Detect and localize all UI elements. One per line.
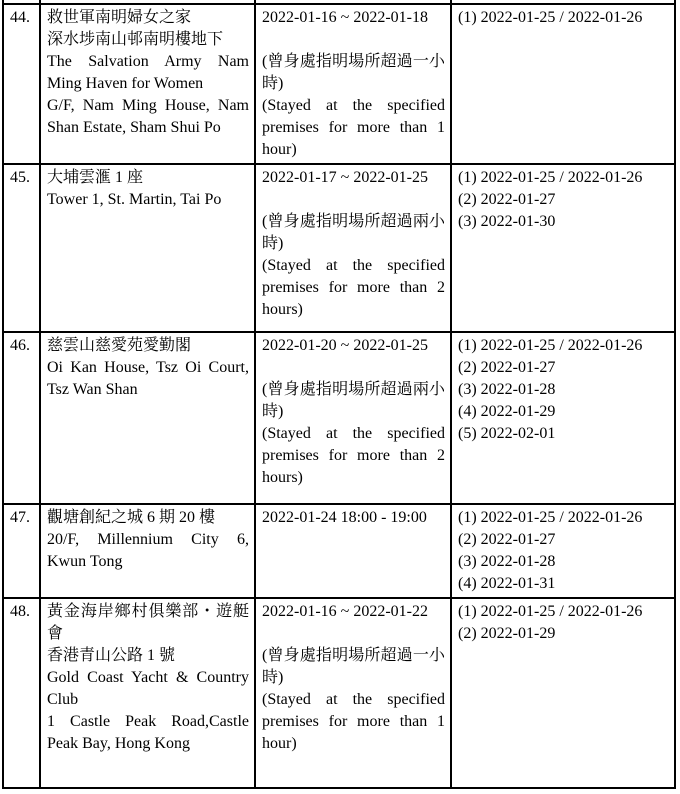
table-row	[3, 164, 675, 332]
compulsory-testing-table	[2, 0, 676, 789]
location-cell	[40, 332, 255, 504]
location-line: G/F, Nam Ming House, Nam Shan Estate, Sham Shui Po	[47, 97, 249, 136]
period-cell	[255, 4, 451, 164]
test-date-line: (1) 2022-01-25 / 2022-01-26	[458, 9, 643, 26]
blank-line	[262, 623, 445, 645]
location-cell	[40, 4, 255, 164]
period-date: 2022-01-16 ~ 2022-01-18	[262, 9, 428, 26]
test-date-line: (1) 2022-01-25 / 2022-01-26	[458, 337, 643, 354]
test-dates-cell	[451, 504, 675, 598]
test-date-line: (5) 2022-02-01	[458, 425, 556, 442]
test-date-line: (2) 2022-01-27	[458, 359, 556, 376]
stay-note-english: (Stayed at the specified premises for more than 1 hour)	[262, 97, 445, 158]
test-dates-cell	[451, 4, 675, 164]
location-line: 20/F, Millennium City 6, Kwun Tong	[47, 531, 249, 570]
location-line: Gold Coast Yacht & Country Club	[47, 669, 249, 708]
row-number: 45.	[10, 169, 30, 186]
location-line: The Salvation Army Nam Ming Haven for Women	[47, 53, 249, 92]
location-cell	[40, 164, 255, 332]
stay-note-english: (Stayed at the specified premises for more than 2 hours)	[262, 425, 445, 486]
stay-note-chinese: (曾身處指明場所超過一小時)	[262, 53, 445, 92]
period-cell	[255, 504, 451, 598]
stay-note-english: (Stayed at the specified premises for more than 1 hour)	[262, 691, 445, 752]
test-date-line: (3) 2022-01-28	[458, 553, 556, 570]
location-line: 救世軍南明婦女之家	[47, 9, 192, 26]
blank-line	[262, 357, 445, 379]
blank-line	[262, 29, 445, 51]
test-date-line: (1) 2022-01-25 / 2022-01-26	[458, 169, 643, 186]
period-date: 2022-01-24 18:00 - 19:00	[262, 509, 427, 526]
period-cell	[255, 164, 451, 332]
test-date-line: (1) 2022-01-25 / 2022-01-26	[458, 509, 643, 526]
location-line: 慈雲山慈愛苑愛勤閣	[47, 337, 192, 354]
location-line: 觀塘創紀之城 6 期 20 樓	[47, 509, 216, 526]
test-date-line: (4) 2022-01-31	[458, 575, 556, 592]
location-line: Oi Kan House, Tsz Oi Court, Tsz Wan Shan	[47, 359, 249, 398]
row-number-cell	[3, 164, 40, 332]
stay-note-chinese: (曾身處指明場所超過兩小時)	[262, 381, 445, 420]
location-line: 1 Castle Peak Road,Castle Peak Bay, Hong Kong	[47, 713, 249, 752]
table-row	[3, 4, 675, 164]
table-row	[3, 598, 675, 788]
table-row	[3, 332, 675, 504]
stay-note-english: (Stayed at the specified premises for more than 2 hours)	[262, 257, 445, 318]
row-number: 48.	[10, 603, 30, 620]
period-cell	[255, 332, 451, 504]
location-cell	[40, 598, 255, 788]
location-line: 大埔雲滙 1 座	[47, 169, 144, 186]
test-date-line: (3) 2022-01-28	[458, 381, 556, 398]
test-dates-cell	[451, 164, 675, 332]
test-date-line: (3) 2022-01-30	[458, 213, 556, 230]
row-number-cell	[3, 332, 40, 504]
period-cell	[255, 598, 451, 788]
row-number-cell	[3, 598, 40, 788]
test-date-line: (2) 2022-01-27	[458, 531, 556, 548]
row-number: 44.	[10, 9, 30, 26]
table-row	[3, 504, 675, 598]
location-line: 深水埗南山邨南明樓地下	[47, 31, 224, 48]
stay-note-chinese: (曾身處指明場所超過一小時)	[262, 647, 445, 686]
test-date-line: (2) 2022-01-29	[458, 625, 556, 642]
row-number-cell	[3, 504, 40, 598]
stay-note-chinese: (曾身處指明場所超過兩小時)	[262, 213, 445, 252]
blank-line	[262, 189, 445, 211]
location-line: Tower 1, St. Martin, Tai Po	[47, 191, 222, 208]
location-cell	[40, 504, 255, 598]
period-date: 2022-01-17 ~ 2022-01-25	[262, 169, 428, 186]
period-date: 2022-01-16 ~ 2022-01-22	[262, 603, 428, 620]
location-line: 黃金海岸鄉村俱樂部・遊艇會	[47, 603, 249, 642]
test-date-line: (1) 2022-01-25 / 2022-01-26	[458, 603, 643, 620]
test-date-line: (4) 2022-01-29	[458, 403, 556, 420]
test-dates-cell	[451, 332, 675, 504]
test-dates-cell	[451, 598, 675, 788]
test-date-line: (2) 2022-01-27	[458, 191, 556, 208]
period-date: 2022-01-20 ~ 2022-01-25	[262, 337, 428, 354]
row-number: 46.	[10, 337, 30, 354]
row-number-cell	[3, 4, 40, 164]
row-number: 47.	[10, 509, 30, 526]
location-line: 香港青山公路 1 號	[47, 647, 176, 664]
